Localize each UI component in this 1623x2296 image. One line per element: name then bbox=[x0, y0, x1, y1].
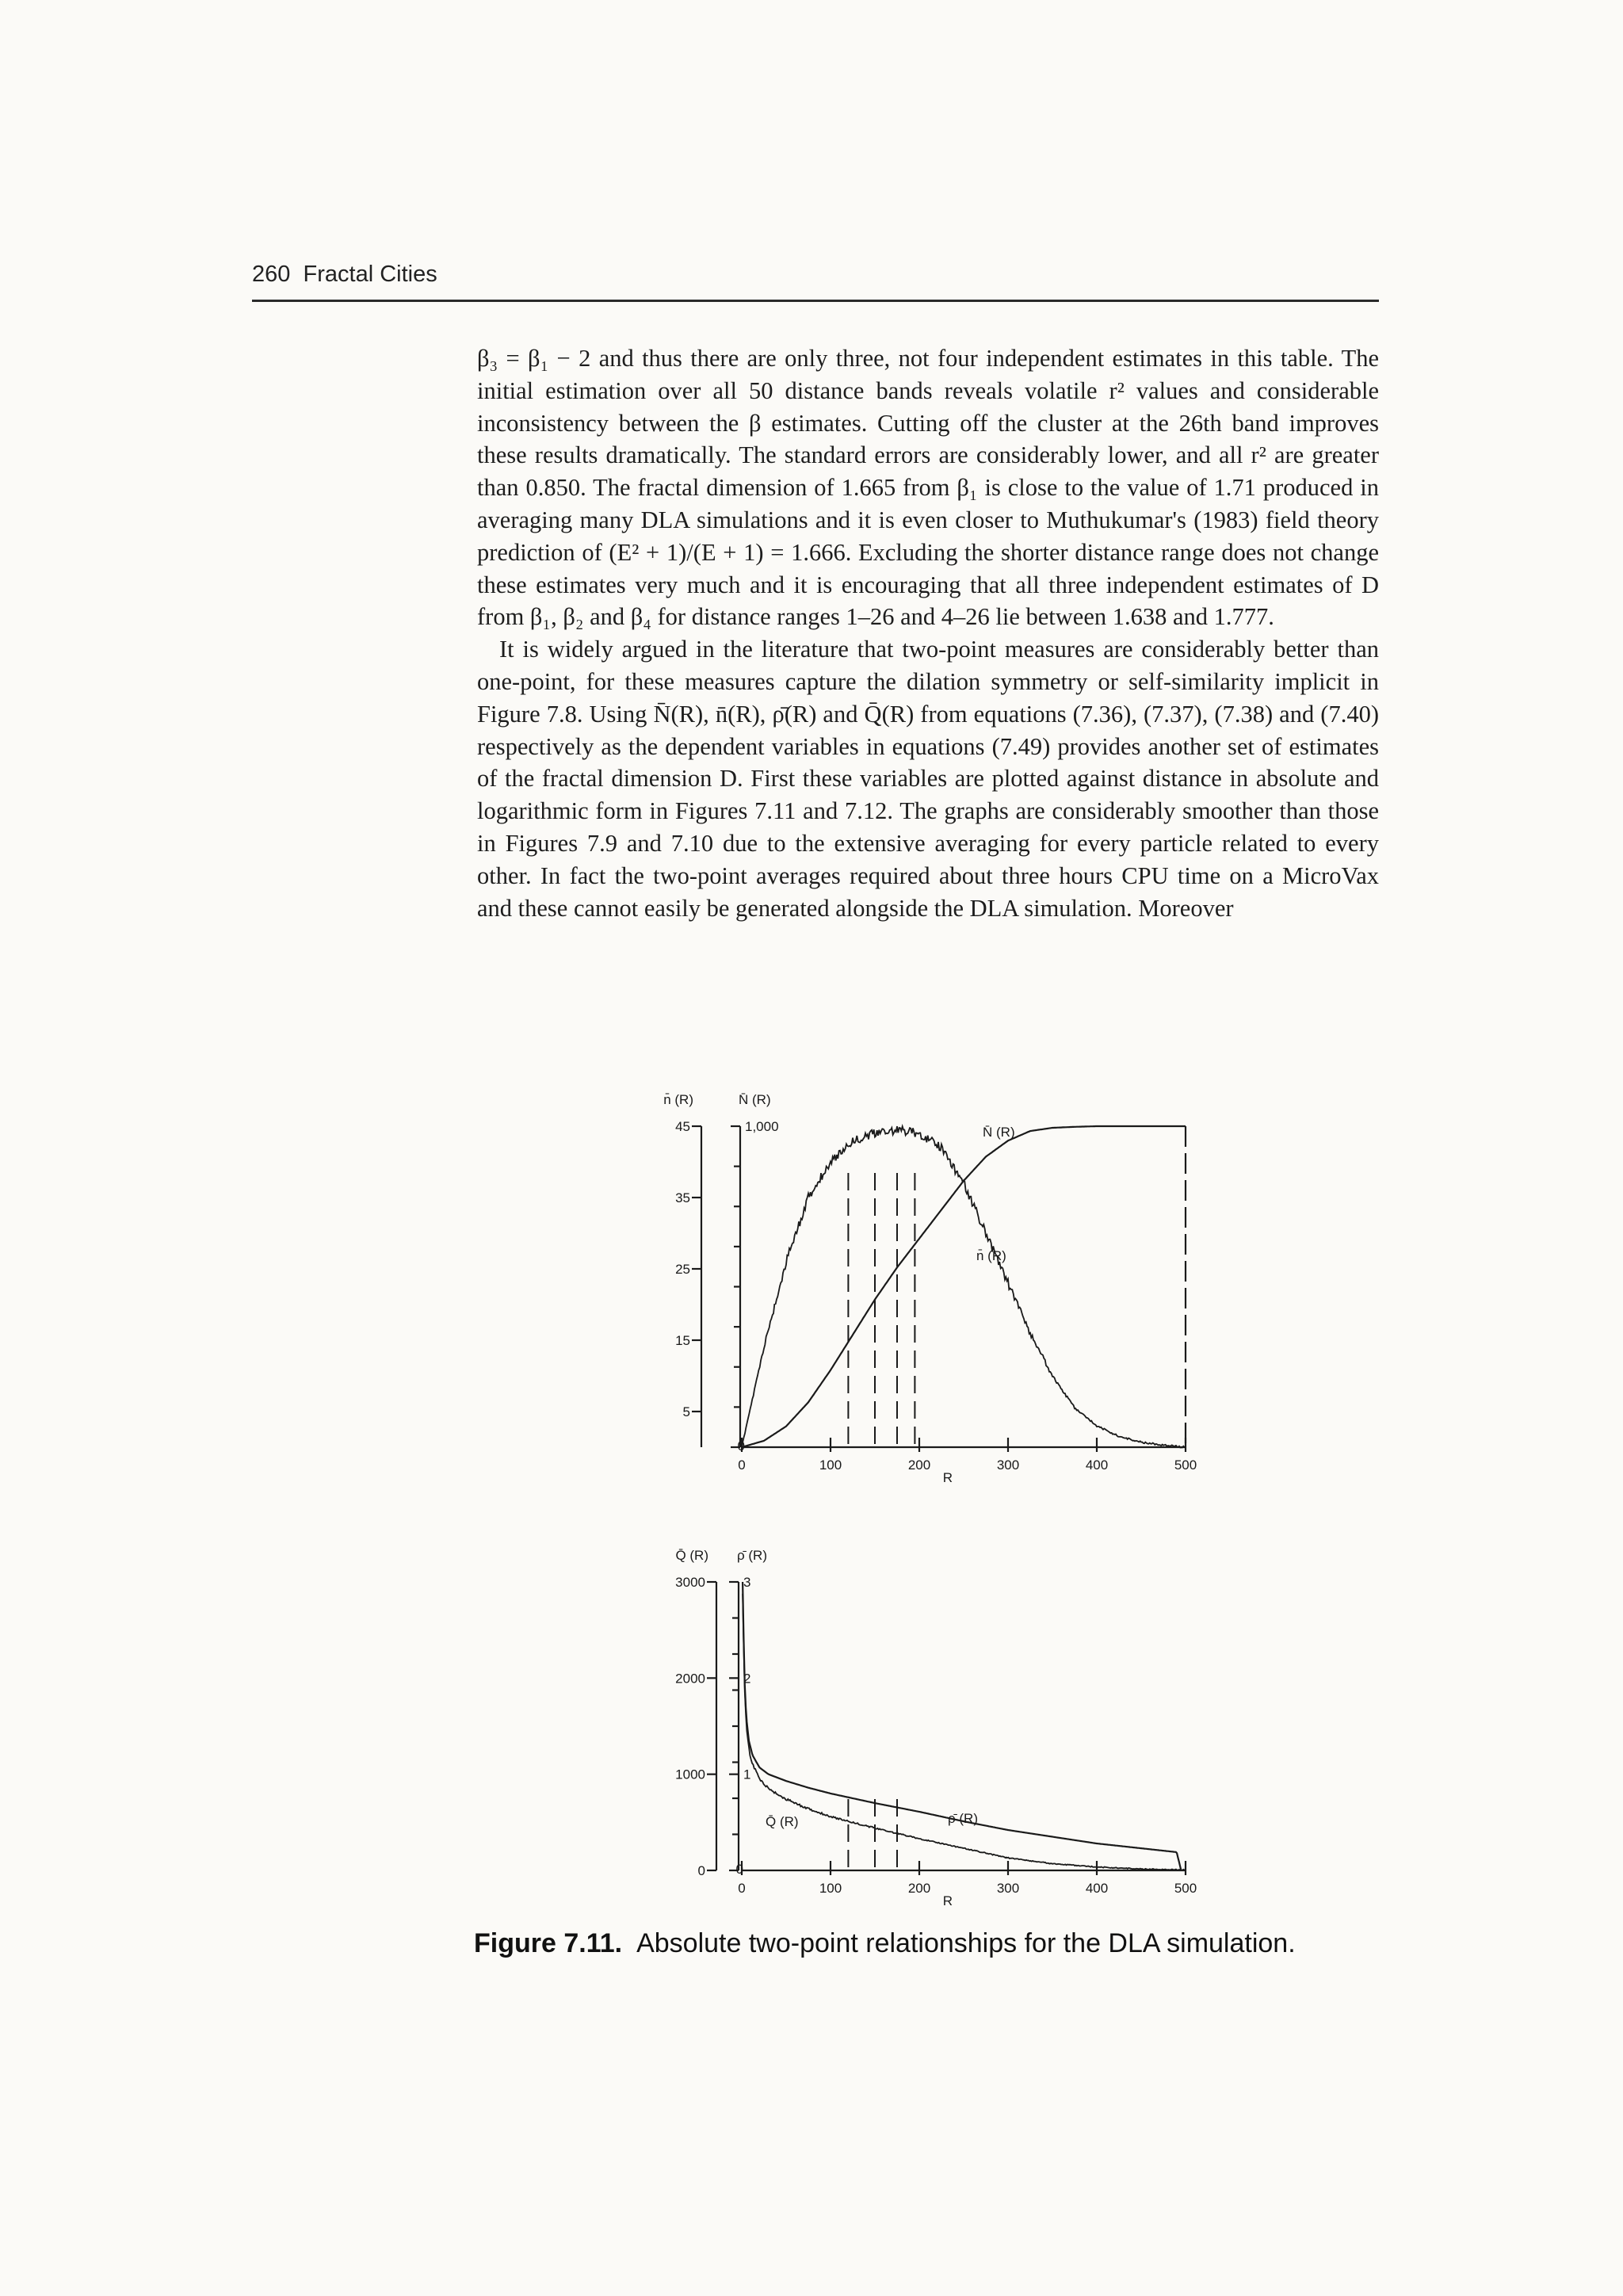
x-tick-label: 500 bbox=[1174, 1881, 1197, 1896]
series-line bbox=[743, 1582, 1181, 1870]
series-line bbox=[742, 1126, 1186, 1448]
x-tick-label: 100 bbox=[819, 1881, 842, 1896]
series-label: N̄ (R) bbox=[983, 1125, 1015, 1140]
x-tick-label: 400 bbox=[1085, 1457, 1109, 1473]
x-tick-label: 300 bbox=[996, 1457, 1020, 1473]
figure-caption bbox=[474, 1928, 1296, 1959]
left-tick-label: 25 bbox=[675, 1262, 690, 1277]
left-axis-label: n̄ (R) bbox=[663, 1092, 693, 1107]
series-label: Q̄ (R) bbox=[766, 1814, 799, 1829]
left-tick-label: 1000 bbox=[675, 1767, 705, 1782]
left-tick-label: 5 bbox=[682, 1404, 690, 1419]
left-tick-label: 2000 bbox=[675, 1671, 705, 1687]
left-tick-label: 35 bbox=[675, 1190, 690, 1205]
x-tick-label: 200 bbox=[907, 1457, 931, 1473]
series-line bbox=[742, 1126, 1186, 1447]
caption-label: Figure 7.11. bbox=[474, 1928, 623, 1958]
left-tick-label: 15 bbox=[675, 1333, 690, 1348]
inner-axis-label: N̄ (R) bbox=[739, 1092, 771, 1107]
x-tick-label: 500 bbox=[1174, 1457, 1197, 1473]
inner-tick-label: 1 bbox=[743, 1767, 751, 1782]
x-tick-label: 100 bbox=[819, 1457, 842, 1473]
paragraph: β₃ = β₁ − 2 and thus there are only three, not four independent estimates in this table. The initial estimation over all 50 distance bands reveals volatile r² values and considerable inconsistency between the β estimates. Cutting off the cluster at the 26th band improves these results dramatically. The standard errors are considerably lower, and all r² are greater than 0.850. The fractal dimension of 1.665 from β₁ is close to the value of 1.71 produced in averaging many DLA simulations and it is even closer to Muthukumar's (1983) field theory prediction of (E² + 1)/(E + 1) = 1.666. Excluding the shorter distance range does not change these estimates very much and it is encouraging that all three independent estimates of D from β₁, β₂ and β₄ for distance ranges 1–26 and 4–26 lie between 1.638 and 1.777. bbox=[477, 345, 1379, 631]
series-label: n̄ (R) bbox=[976, 1248, 1006, 1263]
x-axis-label: R bbox=[942, 1470, 953, 1485]
paragraph: It is widely argued in the literature that two-point measures are considerably better than one-point, for these measures capture the dilation symmetry or self-similarity implicit in Figure 7.8. Using N̄(R), n̄(R), ρ̄(R) and Q̄(R) from equations (7.36), (7.37), (7.38) and (7.40) respectively as the dependent variables in equations (7.49) provides another set of estimates of the fractal dimension D. First these variables are plotted against distance in absolute and logarithmic form in Figures 7.11 and 7.12. The graphs are considerably smoother than those in Figures 7.9 and 7.10 due to the extensive averaging for every particle related to every other. In fact the two-point averages required about three hours CPU time on a MicroVax and these cannot easily be generated alongside the DLA simulation. Moreover bbox=[477, 636, 1379, 922]
left-tick-label: 3000 bbox=[675, 1575, 705, 1590]
inner-tick-label: 2 bbox=[743, 1671, 751, 1687]
book-title: Fractal Cities bbox=[303, 262, 437, 287]
x-tick-label: 0 bbox=[738, 1881, 746, 1896]
x-tick-label: 200 bbox=[907, 1881, 931, 1896]
left-axis-label: Q̄ (R) bbox=[675, 1548, 708, 1563]
chart-bottom bbox=[675, 1548, 1197, 1908]
left-tick-label: 0 bbox=[697, 1863, 705, 1878]
x-tick-label: 0 bbox=[738, 1457, 746, 1473]
series-line bbox=[743, 1594, 1186, 1870]
page-number: 260 bbox=[252, 262, 291, 287]
x-axis-label: R bbox=[942, 1893, 953, 1908]
inner-tick-label: 0 bbox=[735, 1862, 743, 1877]
caption-text: Absolute two-point relationships for the DLA simulation. bbox=[636, 1928, 1296, 1958]
left-tick-label: 45 bbox=[675, 1119, 690, 1134]
chart-top bbox=[663, 1092, 1197, 1485]
x-tick-label: 400 bbox=[1085, 1881, 1109, 1896]
inner-tick-label: 0 bbox=[737, 1438, 745, 1454]
inner-tick-label: 1,000 bbox=[745, 1119, 779, 1134]
series-label: ρ̄ (R) bbox=[948, 1811, 978, 1826]
x-tick-label: 300 bbox=[996, 1881, 1020, 1896]
inner-tick-label: 3 bbox=[743, 1575, 751, 1590]
inner-axis-label: ρ̄ (R) bbox=[737, 1548, 767, 1563]
